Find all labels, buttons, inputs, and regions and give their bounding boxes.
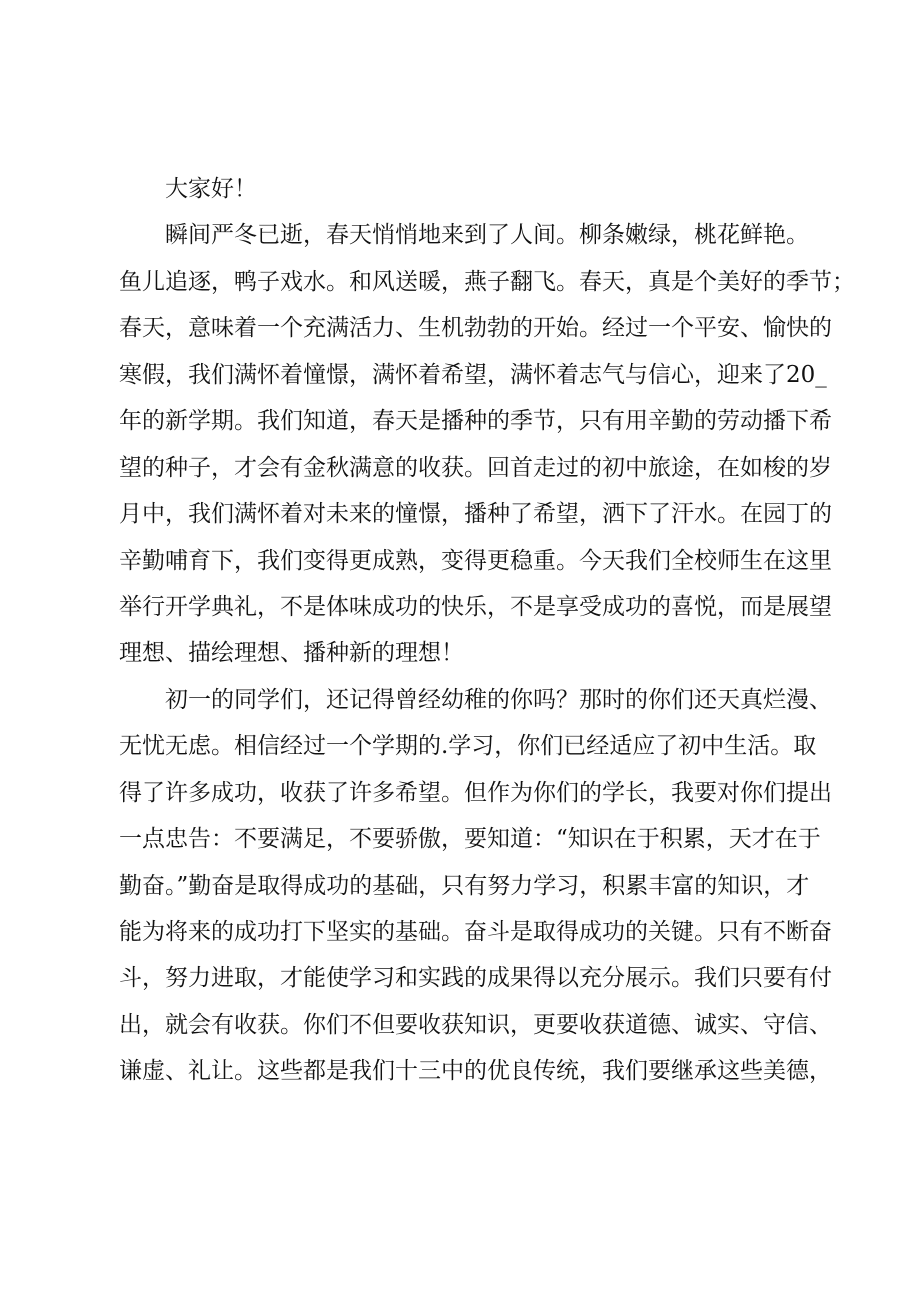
paragraph-line: 辛勤哺育下，我们变得更成熟，变得更稳重。今天我们全校师生在这里 bbox=[119, 547, 832, 574]
paragraph-line: 谦虚、礼让。这些都是我们十三中的优良传统，我们要继承这些美德， bbox=[119, 1058, 832, 1085]
paragraph-line: 初一的同学们，还记得曾经幼稚的你吗？那时的你们还天真烂漫、 bbox=[165, 686, 832, 713]
paragraph-line: 出，就会有收获。你们不但要收获知识，更要收获道德、诚实、守信、 bbox=[119, 1011, 832, 1038]
paragraph-2 bbox=[119, 677, 832, 1095]
paragraph-line: 举行开学典礼，不是体味成功的快乐，不是享受成功的喜悦，而是展望 bbox=[119, 593, 832, 620]
paragraph-line: 得了许多成功，收获了许多希望。但作为你们的学长，我要对你们提出 bbox=[119, 779, 832, 806]
paragraph-line: 一点忠告：不要满足，不要骄傲，要知道：“知识在于积累，天才在于 bbox=[119, 826, 821, 853]
paragraph-line: 春天，意味着一个充满活力、生机勃勃的开始。经过一个平安、愉快的 bbox=[119, 315, 832, 342]
paragraph-line: 能为将来的成功打下坚实的基础。奋斗是取得成功的关键。只有不断奋 bbox=[119, 919, 832, 945]
paragraph-line: 理想、描绘理想、播种新的理想！ bbox=[119, 640, 464, 667]
document-body bbox=[119, 166, 855, 1095]
paragraph-line: 勤奋。”勤奋是取得成功的基础，只有努力学习，积累丰富的知识，才 bbox=[119, 872, 810, 899]
greeting: 大家好！ bbox=[165, 176, 257, 202]
paragraph-line: 鱼儿追逐，鸭子戏水。和风送暖，燕子翻飞。春天，真是个美好的季节； bbox=[119, 268, 855, 295]
paragraph-line: 望的种子，才会有金秋满意的收获。回首走过的初中旅途，在如梭的岁 bbox=[119, 454, 832, 481]
paragraph-line: 无忧无虑。相信经过一个学期的.学习，你们已经适应了初中生活。取 bbox=[119, 733, 817, 760]
paragraph-line: 瞬间严冬已逝，春天悄悄地来到了人间。柳条嫩绿，桃花鲜艳。 bbox=[165, 222, 809, 249]
paragraph-line: 年的新学期。我们知道，春天是播种的季节，只有用辛勤的劳动播下希 bbox=[119, 408, 832, 435]
paragraph-line: 斗，努力进取，才能使学习和实践的成果得以充分展示。我们只要有付 bbox=[119, 965, 832, 992]
paragraph-line: 月中，我们满怀着对未来的憧憬，播种了希望，洒下了汗水。在园丁的 bbox=[119, 501, 832, 528]
paragraph-1 bbox=[119, 212, 855, 676]
paragraph-line: 寒假，我们满怀着憧憬，满怀着希望，满怀着志气与信心，迎来了20_ bbox=[119, 361, 827, 388]
